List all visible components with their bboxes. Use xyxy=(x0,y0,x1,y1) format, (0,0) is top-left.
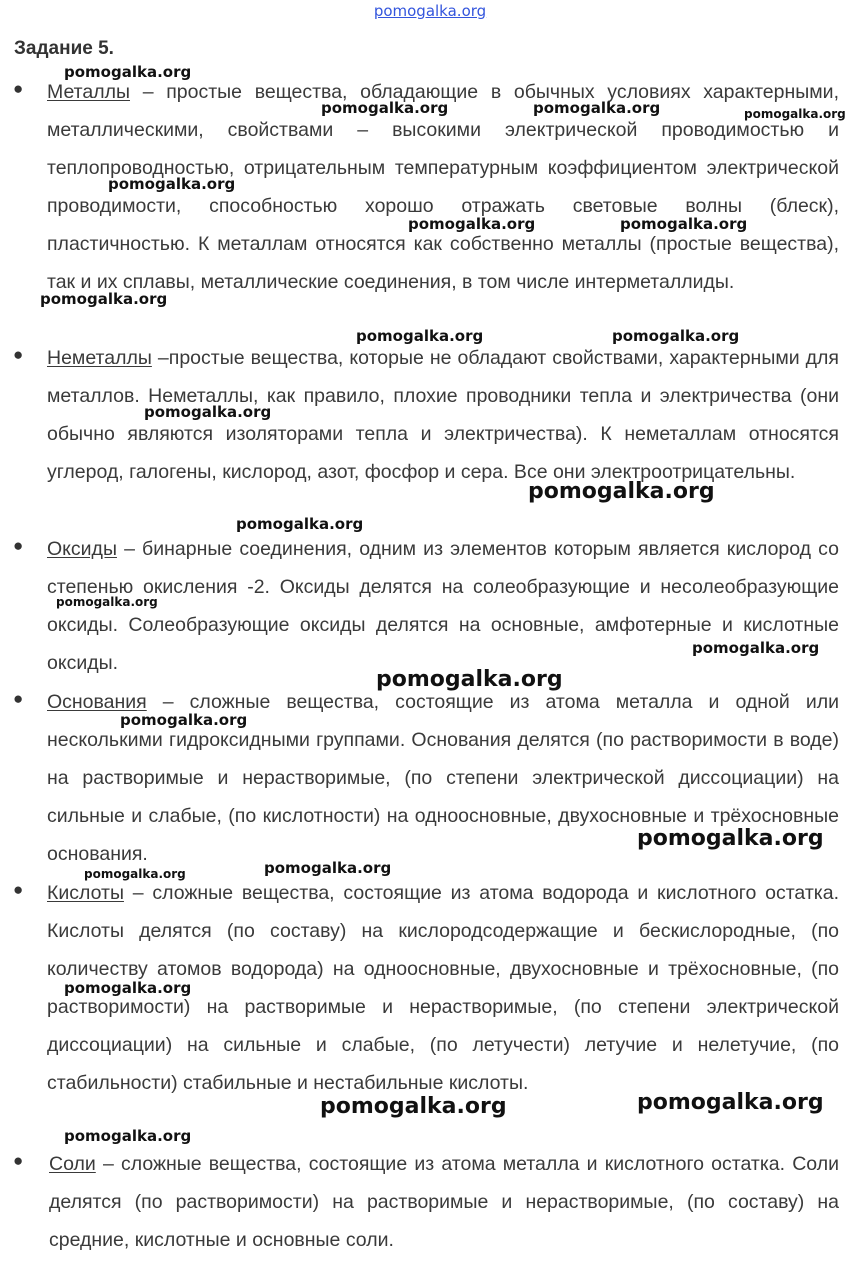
watermark: pomogalka.org xyxy=(528,479,715,504)
item-text xyxy=(49,1145,839,1259)
definition-bases: – сложные вещества, состоящие из атома металла и одной или несколькими гидроксидными группами. Основания делятся (по растворимости в воде) на растворимые и нерастворимые, (по степени электрической диссоциации) на сильные и слабые, (по кислотности) на одноосновные, двухосновные и трёхосновные основания. xyxy=(47,691,839,865)
watermark: pomogalka.org xyxy=(264,859,392,877)
watermark: pomogalka.org xyxy=(64,979,192,997)
definition-acids: – сложные вещества, состоящие из атома водорода и кислотного остатка. Кислоты делятся (по составу) на кислородсодержащие и бескислородные, (по количеству атомов водорода) на одноосновные, двухосновные и трёхосновные, (по растворимости) на растворимые и нерастворимые, (по степени электрической диссоциации) на сильные и слабые, (по летучести) летучие и нелетучие, (по стабильности) стабильные и нестабильные кислоты. xyxy=(47,882,839,1094)
watermark: pomogalka.org xyxy=(356,327,484,345)
definition-metals: – простые вещества, обладающие в обычных условиях характерными, металлическими, свойствами – высокими электрической проводимостью и теплопроводностью, отрицательным температурным коэффициентом электрической проводимости, способностью хорошо отражать световые волны (блеск), пластичностью. К металлам относятся как собственно металлы (простые вещества), так и их сплавы, металлические соединения, в том числе интерметаллиды. xyxy=(47,81,839,293)
watermark: pomogalka.org xyxy=(64,63,192,81)
watermark: pomogalka.org xyxy=(620,215,748,233)
watermark: pomogalka.org xyxy=(692,639,820,657)
watermark: pomogalka.org xyxy=(376,667,563,692)
term-salts: Соли xyxy=(49,1153,96,1175)
bullet-icon: ● xyxy=(13,536,24,555)
watermark: pomogalka.org xyxy=(637,826,824,851)
watermark: pomogalka.org xyxy=(236,515,364,533)
definition-nonmetals: –простые вещества, которые не обладают свойствами, характерными для металлов. Неметаллы, как правило, плохие проводники тепла и электричества (они обычно являются изоляторами тепла и электричества). К неметаллам относятся углерод, галогены, кислород, азот, фосфор и сера. Все они электроотрицательны. xyxy=(47,347,839,483)
watermark: pomogalka.org xyxy=(144,403,272,421)
watermark: pomogalka.org xyxy=(108,175,236,193)
watermark: pomogalka.org xyxy=(533,99,661,117)
watermark: pomogalka.org xyxy=(56,595,158,609)
term-metals: Металлы xyxy=(47,81,130,103)
term-bases: Основания xyxy=(47,691,147,713)
definition-salts: – сложные вещества, состоящие из атома металла и кислотного остатка. Соли делятся (по растворимости) на растворимые и нерастворимые, (по составу) на средние, кислотные и основные соли. xyxy=(49,1153,839,1251)
bullet-icon: ● xyxy=(13,880,24,899)
watermark: pomogalka.org xyxy=(84,867,186,881)
term-nonmetals: Неметаллы xyxy=(47,347,152,369)
watermark: pomogalka.org xyxy=(321,99,449,117)
bullet-icon: ● xyxy=(13,79,24,98)
watermark: pomogalka.org xyxy=(40,290,168,308)
term-oxides: Оксиды xyxy=(47,538,117,560)
watermark: pomogalka.org xyxy=(120,711,248,729)
definition-oxides: – бинарные соединения, одним из элементов которым является кислород со степенью окисления -2. Оксиды делятся на солеобразующие и несолеобразующие оксиды. Солеобразующие оксиды делятся на основные, амфотерные и кислотные оксиды. xyxy=(47,538,839,674)
watermark: pomogalka.org xyxy=(744,107,846,121)
item-text xyxy=(47,530,839,682)
task-title: Задание 5. xyxy=(14,38,114,59)
site-link[interactable]: pomogalka.org xyxy=(373,2,487,20)
bullet-icon: ● xyxy=(13,689,24,708)
watermark: pomogalka.org xyxy=(637,1090,824,1115)
bullet-icon: ● xyxy=(13,1151,24,1170)
watermark: pomogalka.org xyxy=(64,1127,192,1145)
bullet-icon: ● xyxy=(13,345,24,364)
watermark: pomogalka.org xyxy=(408,215,536,233)
watermark: pomogalka.org xyxy=(612,327,740,345)
term-acids: Кислоты xyxy=(47,882,124,904)
watermark: pomogalka.org xyxy=(320,1094,507,1119)
